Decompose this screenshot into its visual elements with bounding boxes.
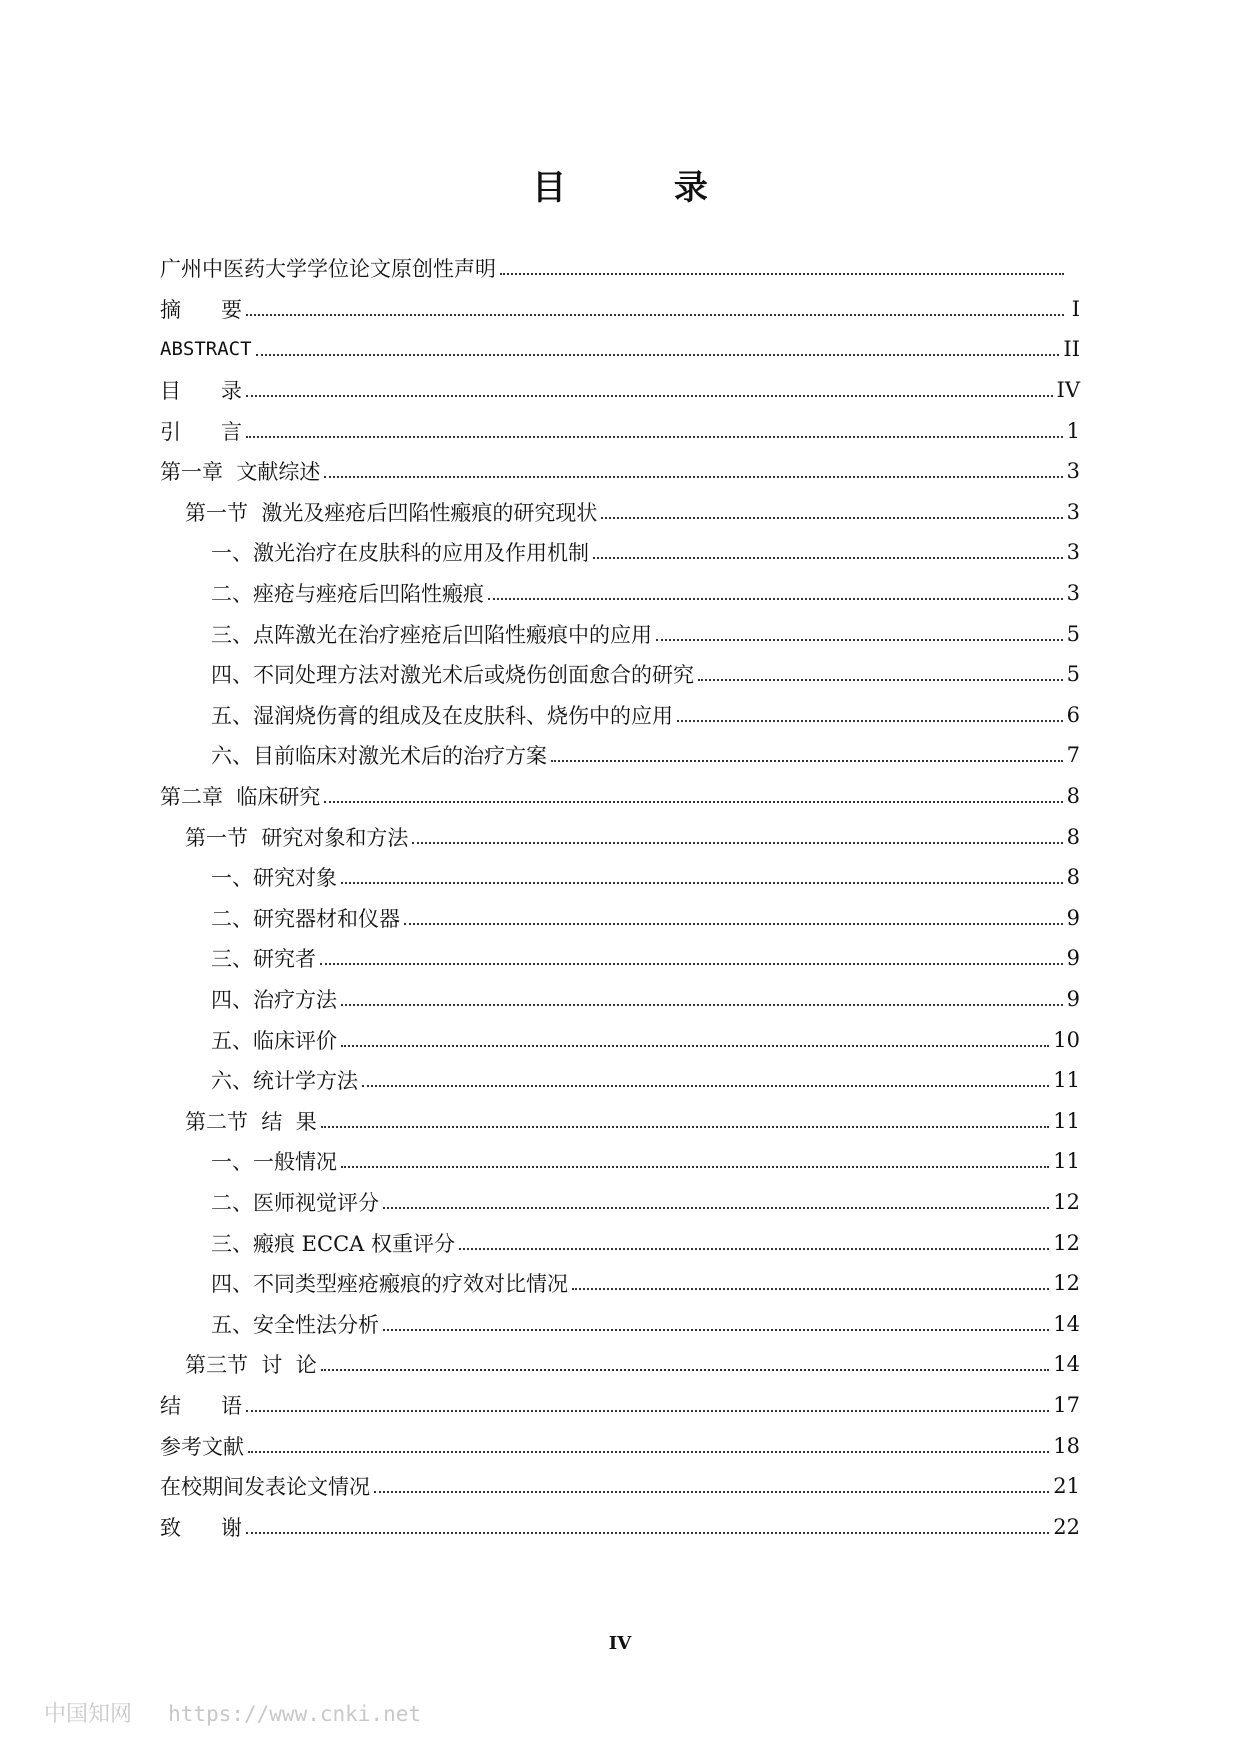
toc-leader-dots: [246, 395, 1052, 397]
toc-entry-page: 14: [1053, 1352, 1080, 1377]
toc-entry-label: 五、安全性法分析: [211, 1312, 379, 1337]
toc-entry[interactable]: [160, 1182, 1080, 1223]
toc-leader-dots: [246, 1410, 1049, 1412]
toc-entry-page: 12: [1053, 1189, 1080, 1214]
toc-entry-page: 8: [1066, 824, 1080, 849]
toc-entry-page: 11: [1053, 1068, 1080, 1093]
toc-entry[interactable]: [160, 370, 1080, 411]
toc-entry-label: 一、研究对象: [211, 866, 337, 891]
toc-leader-dots: [324, 476, 1062, 478]
toc-leader-dots: [677, 720, 1063, 722]
toc-entry-label: 四、不同处理方法对激光术后或烧伤创面愈合的研究: [211, 663, 694, 688]
toc-leader-dots: [320, 963, 1063, 965]
toc-entry[interactable]: [160, 1344, 1080, 1385]
toc-entry[interactable]: [160, 1303, 1080, 1344]
toc-leader-dots: [412, 842, 1062, 844]
toc-entry[interactable]: [160, 248, 1080, 289]
toc-entry-label: 参考文献: [160, 1434, 244, 1459]
toc-entry[interactable]: [160, 1222, 1080, 1263]
toc-entry-label: 引 言: [160, 419, 243, 444]
toc-entry-page: 22: [1053, 1514, 1080, 1539]
toc-entry-label: 第一节 研究对象和方法: [185, 825, 409, 850]
toc-entry[interactable]: [160, 1385, 1080, 1426]
toc-entry[interactable]: [160, 654, 1080, 695]
table-of-contents: [160, 248, 1080, 1547]
toc-entry-label: 一、一般情况: [211, 1150, 337, 1175]
toc-entry[interactable]: [160, 1506, 1080, 1547]
toc-leader-dots: [246, 436, 1063, 438]
toc-leader-dots: [321, 1369, 1050, 1371]
toc-entry-page: 1: [1066, 418, 1080, 443]
toc-entry-page: I: [1071, 296, 1080, 321]
toc-entry-label: 致 谢: [160, 1515, 243, 1540]
toc-entry-label: 二、医师视觉评分: [211, 1190, 379, 1215]
toc-entry-label: ABSTRACT: [160, 338, 252, 361]
toc-entry-page: 3: [1066, 459, 1080, 484]
toc-leader-dots: [248, 1451, 1049, 1453]
toc-leader-dots: [246, 1532, 1049, 1534]
toc-entry[interactable]: [160, 532, 1080, 573]
toc-entry[interactable]: [160, 573, 1080, 614]
toc-entry-page: 3: [1066, 540, 1080, 565]
page-number: IV: [608, 1633, 632, 1654]
toc-entry-label: 在校期间发表论文情况: [160, 1475, 370, 1500]
toc-entry-label: 广州中医药大学学位论文原创性声明: [160, 257, 496, 282]
toc-entry-page: 11: [1053, 1149, 1080, 1174]
toc-entry[interactable]: [160, 329, 1080, 370]
toc-entry-label: 六、目前临床对激光术后的治疗方案: [211, 744, 547, 769]
toc-entry[interactable]: [160, 1141, 1080, 1182]
toc-entry[interactable]: [160, 410, 1080, 451]
page-title: 目 录: [532, 168, 756, 208]
toc-entry[interactable]: [160, 898, 1080, 939]
toc-entry-page: 3: [1066, 499, 1080, 524]
toc-leader-dots: [246, 314, 1064, 316]
toc-leader-dots: [488, 598, 1063, 600]
toc-leader-dots: [383, 1207, 1049, 1209]
toc-entry-page: 17: [1053, 1392, 1080, 1417]
toc-entry[interactable]: [160, 695, 1080, 736]
toc-leader-dots: [572, 1288, 1049, 1290]
watermark-brand: 中国知网: [44, 1701, 133, 1726]
toc-leader-dots: [404, 923, 1063, 925]
toc-leader-dots: [341, 1004, 1063, 1006]
toc-leader-dots: [459, 1248, 1049, 1250]
toc-entry[interactable]: [160, 776, 1080, 817]
toc-entry-page: 21: [1053, 1474, 1080, 1499]
toc-entry[interactable]: [160, 735, 1080, 776]
toc-leader-dots: [321, 1126, 1050, 1128]
toc-entry-page: 5: [1066, 621, 1080, 646]
toc-entry-page: 5: [1066, 662, 1080, 687]
toc-entry-label: 第二节 结 果: [185, 1109, 317, 1134]
toc-entry-page: IV: [1056, 378, 1080, 403]
toc-entry[interactable]: [160, 289, 1080, 330]
toc-entry-label: 五、湿润烧伤膏的组成及在皮肤科、烧伤中的应用: [211, 703, 673, 728]
toc-leader-dots: [656, 639, 1063, 641]
toc-entry[interactable]: [160, 979, 1080, 1020]
toc-entry[interactable]: [160, 857, 1080, 898]
toc-entry-label: 摘 要: [160, 297, 243, 322]
toc-leader-dots: [601, 517, 1062, 519]
toc-entry[interactable]: [160, 1100, 1080, 1141]
toc-leader-dots: [341, 882, 1063, 884]
toc-entry-label: 二、痤疮与痤疮后凹陷性瘢痕: [211, 582, 484, 607]
watermark: [44, 1697, 421, 1728]
toc-entry-label: 六、统计学方法: [211, 1069, 358, 1094]
toc-leader-dots: [593, 557, 1063, 559]
toc-leader-dots: [551, 760, 1063, 762]
toc-leader-dots: [341, 1045, 1049, 1047]
toc-leader-dots: [341, 1166, 1049, 1168]
toc-entry-label: 二、研究器材和仪器: [211, 906, 400, 931]
toc-entry[interactable]: [160, 1466, 1080, 1507]
toc-leader-dots: [362, 1085, 1049, 1087]
toc-entry-page: 12: [1053, 1271, 1080, 1296]
toc-entry-page: 9: [1066, 986, 1080, 1011]
toc-entry-page: 7: [1066, 743, 1080, 768]
toc-entry-label: 一、激光治疗在皮肤科的应用及作用机制: [211, 541, 589, 566]
toc-leader-dots: [256, 354, 1060, 356]
toc-entry[interactable]: [160, 492, 1080, 533]
toc-entry[interactable]: [160, 451, 1080, 492]
toc-entry-page: 18: [1053, 1433, 1080, 1458]
toc-leader-dots: [698, 679, 1063, 681]
toc-entry-label: 第一节 激光及痤疮后凹陷性瘢痕的研究现状: [185, 500, 598, 525]
toc-entry-page: II: [1063, 337, 1080, 362]
toc-entry-label: 目 录: [160, 379, 243, 404]
toc-entry-page: 8: [1066, 865, 1080, 890]
watermark-url: https://www.cnki.net: [168, 1702, 422, 1726]
toc-entry[interactable]: [160, 1019, 1080, 1060]
toc-leader-dots: [500, 273, 1064, 275]
toc-entry-label: 结 语: [160, 1393, 243, 1418]
toc-entry-page: 14: [1053, 1311, 1080, 1336]
toc-entry-page: 12: [1053, 1230, 1080, 1255]
toc-entry-page: 9: [1066, 905, 1080, 930]
toc-entry-label: 三、瘢痕 ECCA 权重评分: [211, 1231, 455, 1256]
toc-entry[interactable]: [160, 1263, 1080, 1304]
toc-entry-label: 第二章 临床研究: [160, 785, 321, 810]
toc-entry[interactable]: [160, 1060, 1080, 1101]
toc-leader-dots: [324, 801, 1062, 803]
toc-entry-label: 四、不同类型痤疮瘢痕的疗效对比情况: [211, 1272, 568, 1297]
toc-leader-dots: [383, 1329, 1049, 1331]
toc-entry-label: 三、研究者: [211, 947, 316, 972]
toc-entry-page: 3: [1066, 581, 1080, 606]
toc-entry-label: 第三节 讨 论: [185, 1353, 317, 1378]
toc-leader-dots: [374, 1491, 1049, 1493]
toc-entry[interactable]: [160, 938, 1080, 979]
toc-entry[interactable]: [160, 816, 1080, 857]
toc-entry-page: 9: [1066, 946, 1080, 971]
toc-entry-page: 6: [1066, 702, 1080, 727]
toc-entry[interactable]: [160, 613, 1080, 654]
toc-entry-label: 四、治疗方法: [211, 987, 337, 1012]
toc-entry-label: 五、临床评价: [211, 1028, 337, 1053]
toc-entry-label: 第一章 文献综述: [160, 460, 321, 485]
toc-entry-page: 8: [1066, 784, 1080, 809]
toc-entry-label: 三、点阵激光在治疗痤疮后凹陷性瘢痕中的应用: [211, 622, 652, 647]
toc-entry-page: 10: [1053, 1027, 1080, 1052]
toc-entry-page: 11: [1053, 1108, 1080, 1133]
toc-entry[interactable]: [160, 1425, 1080, 1466]
